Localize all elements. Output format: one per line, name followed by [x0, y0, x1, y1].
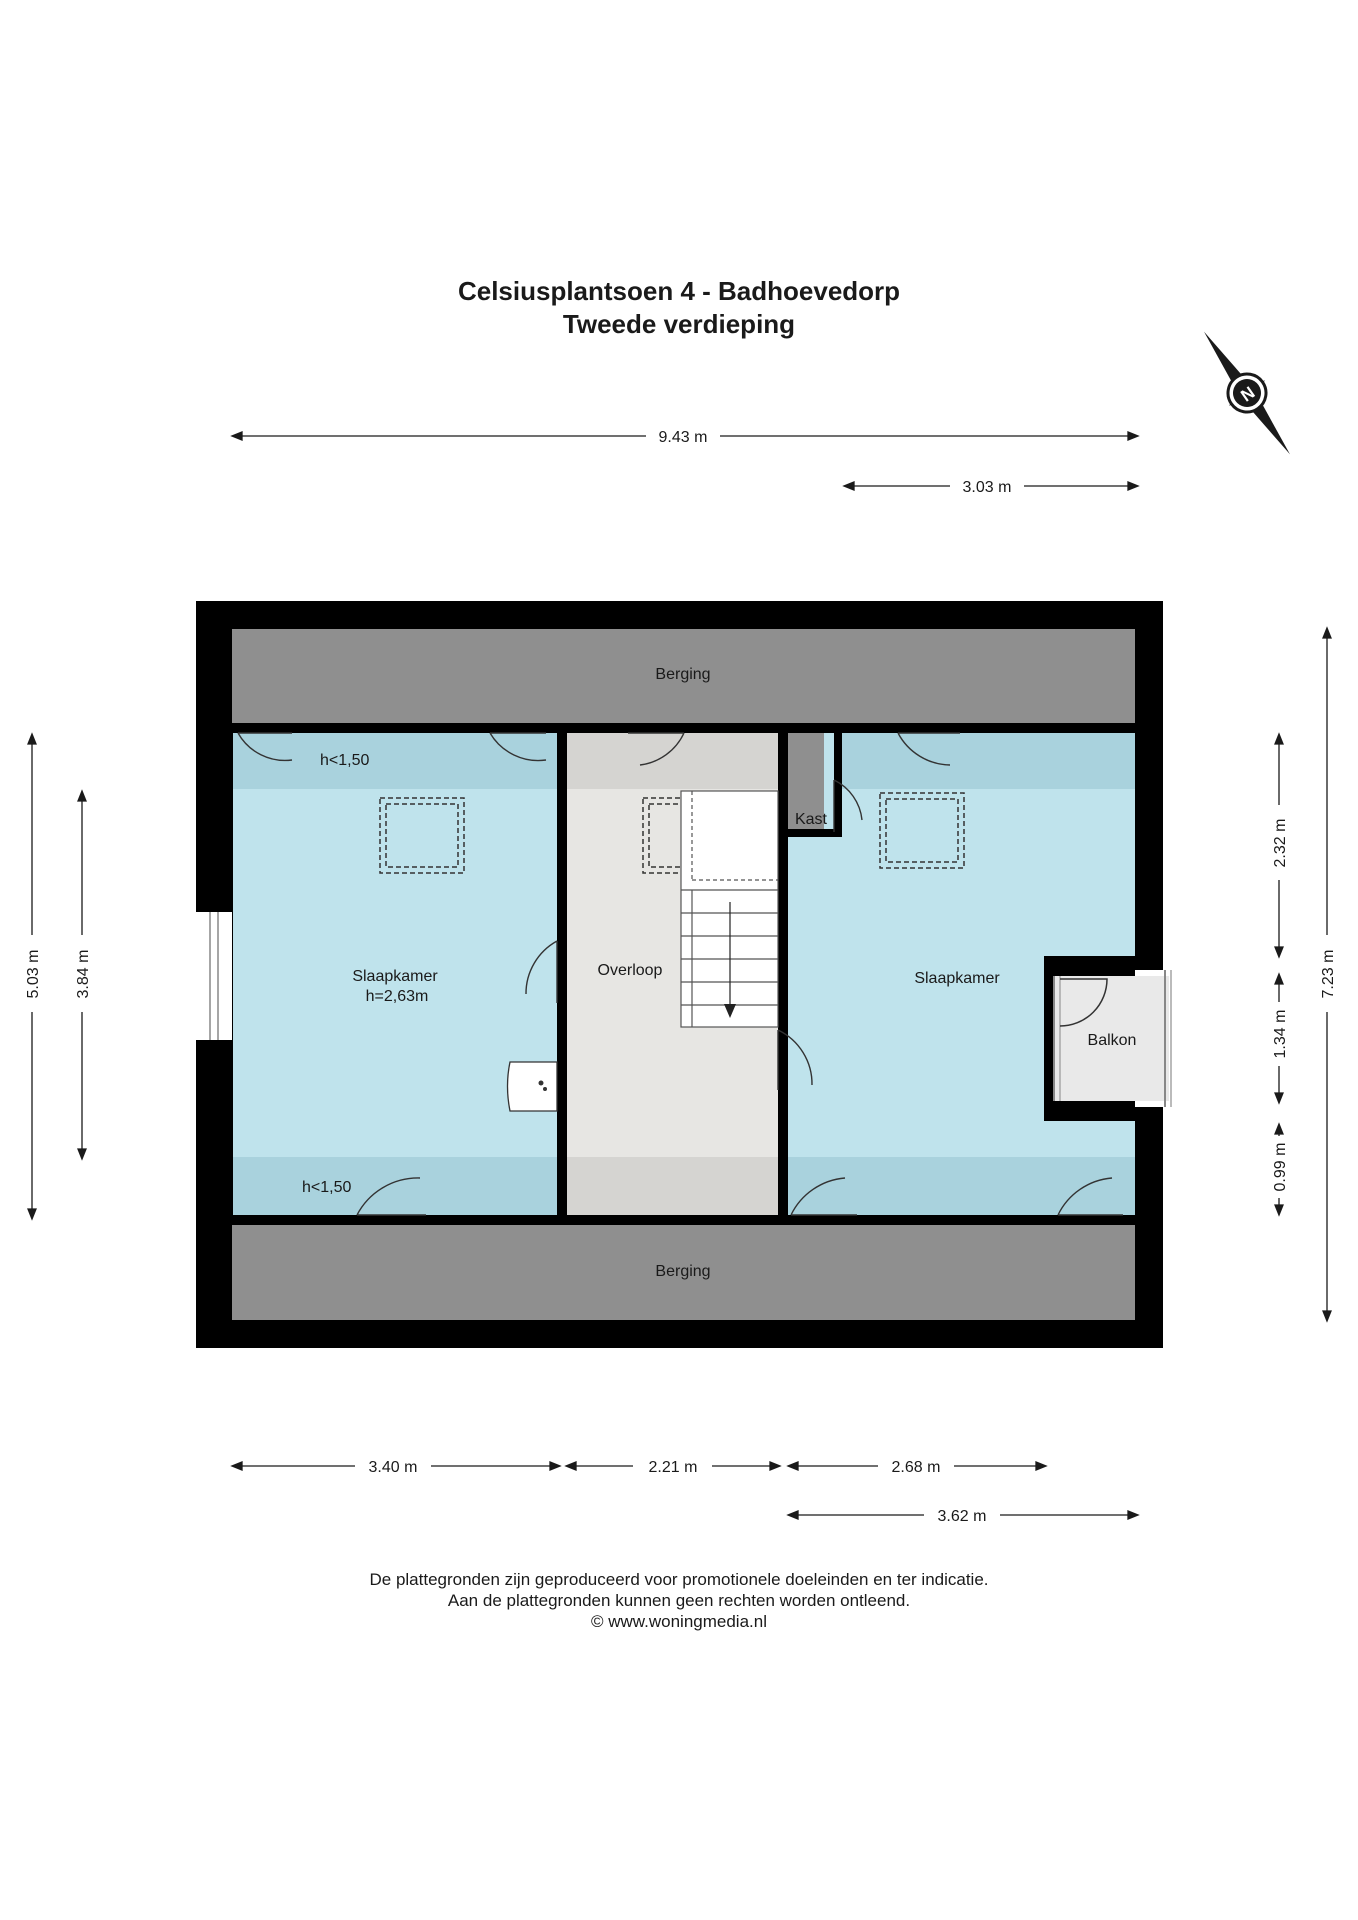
left-window — [196, 912, 232, 1040]
dim-bottom-right-full: 3.62 m — [937, 1508, 987, 1525]
label-slaapkamer-left-height: h=2,63m — [365, 988, 429, 1005]
wall-kast-right — [834, 733, 842, 837]
dim-left-inner: 3.84 m — [75, 949, 92, 999]
dim-right-top: 2.32 m — [1272, 818, 1289, 868]
low-ceiling-band-left-bottom — [233, 1157, 557, 1215]
label-kast: Kast — [794, 811, 828, 828]
dim-bottom-left: 3.40 m — [368, 1459, 418, 1476]
dim-right-mid: 1.34 m — [1272, 1009, 1289, 1059]
overloop-band-bottom — [567, 1157, 778, 1215]
dim-bottom-right: 2.68 m — [891, 1459, 941, 1476]
sink-icon — [508, 1062, 558, 1111]
dim-bottom-mid: 2.21 m — [648, 1459, 698, 1476]
plan-subtitle: Tweede verdieping — [562, 309, 796, 339]
compass-label: N — [1237, 382, 1259, 406]
dim-top-right-width: 3.03 m — [962, 479, 1012, 496]
plan-title: Celsiusplantsoen 4 - Badhoevedorp — [457, 276, 901, 306]
staircase — [681, 791, 778, 1027]
dim-right-total: 7.23 m — [1320, 949, 1337, 999]
label-berging-top: Berging — [655, 666, 711, 683]
dim-right-bottom: 0.99 m — [1272, 1142, 1289, 1192]
disclaimer-line-2: Aan de plattegronden kunnen geen rechten worden ontleend. — [447, 1591, 911, 1610]
copyright-line: © www.woningmedia.nl — [591, 1612, 767, 1631]
label-slaapkamer-left: Slaapkamer — [352, 968, 438, 985]
wall-left-hall — [557, 733, 567, 1215]
dim-total-width: 9.43 m — [658, 429, 708, 446]
dim-left-outer: 5.03 m — [25, 949, 42, 999]
overloop-band-top — [567, 733, 778, 789]
label-slaapkamer-right: Slaapkamer — [914, 970, 1000, 987]
label-low-ceiling-bottom: h<1,50 — [302, 1179, 352, 1196]
wall-top-inner — [232, 723, 1135, 733]
label-balkon: Balkon — [1087, 1032, 1137, 1049]
disclaimer-line-1: De plattegronden zijn geproduceerd voor promotionele doeleinden en ter indicatie. — [369, 1570, 989, 1589]
label-overloop: Overloop — [597, 962, 663, 979]
low-ceiling-band-right-top — [834, 733, 1135, 789]
label-low-ceiling-top: h<1,50 — [320, 752, 370, 769]
label-berging-bottom: Berging — [655, 1263, 711, 1280]
wall-hall-right — [778, 733, 788, 1215]
wall-bottom-inner — [232, 1215, 1135, 1225]
low-ceiling-band-right-bottom — [788, 1157, 1135, 1215]
